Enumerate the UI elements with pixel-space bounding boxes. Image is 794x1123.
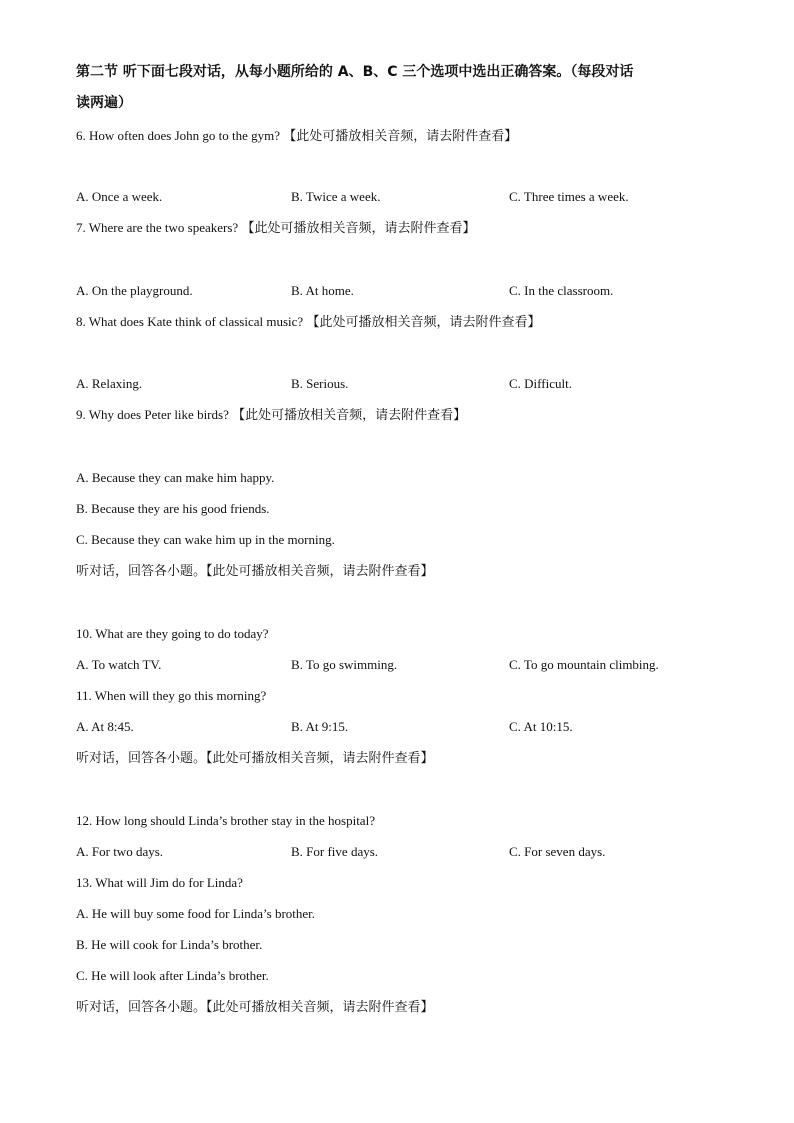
option-b: B. He will cook for Linda’s brother. — [76, 937, 263, 952]
option-a: A. On the playground. — [76, 283, 193, 298]
section-heading-line1: 第二节 听下面七段对话，从每小题所给的 A、B、C 三个选项中选出正确答案。（每段对话 — [76, 64, 634, 80]
question-8 — [76, 313, 540, 332]
option-a: A. Once a week. — [76, 189, 163, 204]
group-prompt — [76, 563, 434, 581]
audio-note: 【此处可播放相关音频，请去附件查看】 — [206, 1000, 434, 1015]
option-c: C. At 10:15. — [509, 719, 573, 734]
group-prompt — [76, 750, 434, 768]
question-text: 11. When will they go this morning? — [76, 688, 267, 703]
option-b: B. Serious. — [291, 376, 349, 391]
audio-note: 【此处可播放相关音频，请去附件查看】 — [283, 129, 518, 144]
audio-note: 【此处可播放相关音频，请去附件查看】 — [306, 315, 541, 330]
group-prompt — [76, 999, 434, 1017]
question-text: 8. What does Kate think of classical music? — [76, 314, 304, 329]
audio-note: 【此处可播放相关音频，请去附件查看】 — [206, 751, 434, 766]
option-b: B. For five days. — [291, 844, 379, 859]
option-a: A. For two days. — [76, 844, 164, 859]
question-text: 6. How often does John go to the gym? — [76, 128, 281, 143]
question-7 — [76, 219, 475, 238]
question-text: 10. What are they going to do today? — [76, 626, 269, 641]
group-prompt-text: 听对话，回答各小题。 — [76, 1000, 207, 1015]
question-text: 13. What will Jim do for Linda? — [76, 875, 243, 890]
option-a: A. He will buy some food for Linda’s brother. — [76, 906, 316, 921]
option-b: B. Because they are his good friends. — [76, 501, 270, 516]
option-c: C. Three times a week. — [509, 189, 629, 204]
option-c: C. He will look after Linda’s brother. — [76, 968, 269, 983]
question-13 — [76, 874, 243, 892]
question-6 — [76, 127, 517, 146]
option-a: A. To watch TV. — [76, 657, 162, 672]
option-a: A. Because they can make him happy. — [76, 470, 275, 485]
option-c: C. Because they can wake him up in the morning. — [76, 532, 335, 547]
option-b: B. At 9:15. — [291, 719, 349, 734]
option-b: B. Twice a week. — [291, 189, 381, 204]
audio-note: 【此处可播放相关音频，请去附件查看】 — [206, 564, 434, 579]
option-a: A. At 8:45. — [76, 719, 134, 734]
question-text: 7. Where are the two speakers? — [76, 220, 239, 235]
option-b: B. At home. — [291, 283, 354, 298]
section-heading-line2: 读两遍） — [76, 95, 132, 111]
group-prompt-text: 听对话，回答各小题。 — [76, 564, 207, 579]
option-b: B. To go swimming. — [291, 657, 398, 672]
audio-note: 【此处可播放相关音频，请去附件查看】 — [232, 408, 467, 423]
option-c: C. Difficult. — [509, 376, 572, 391]
question-10 — [76, 625, 269, 643]
audio-note: 【此处可播放相关音频，请去附件查看】 — [241, 221, 476, 236]
question-11 — [76, 687, 266, 705]
question-text: 12. How long should Linda’s brother stay in the hospital? — [76, 813, 375, 828]
question-9 — [76, 406, 466, 425]
option-c: C. To go mountain climbing. — [509, 657, 659, 672]
group-prompt-text: 听对话，回答各小题。 — [76, 751, 207, 766]
question-12 — [76, 812, 375, 830]
option-c: C. In the classroom. — [509, 283, 614, 298]
option-c: C. For seven days. — [509, 844, 606, 859]
option-a: A. Relaxing. — [76, 376, 143, 391]
question-text: 9. Why does Peter like birds? — [76, 407, 229, 422]
